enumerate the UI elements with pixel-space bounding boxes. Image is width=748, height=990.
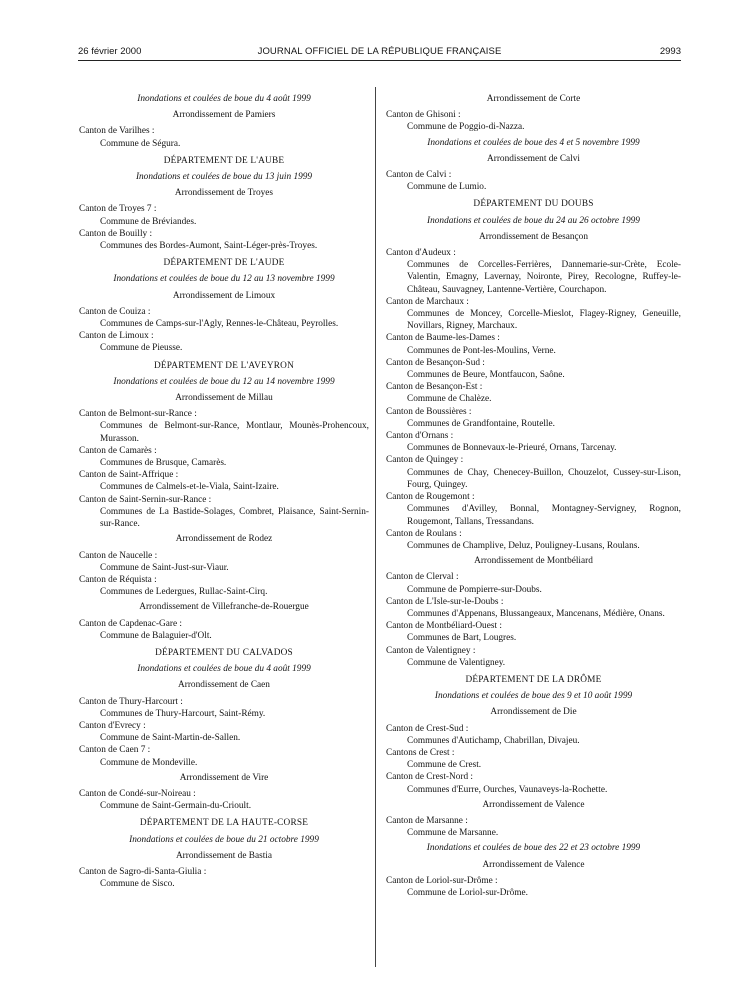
event-title: Inondations et coulées de boue des 4 et 5 novembre 1999 (427, 137, 640, 148)
commune-line: Commune de Balaguier-d'Olt. (100, 630, 212, 641)
canton-line: Canton de Calvi : (386, 170, 452, 181)
commune-line: Commune de Sisco. (100, 879, 175, 890)
commune-line: Commune de Chalèze. (407, 394, 492, 405)
canton-line: Canton de Sagro-di-Santa-Giulia : (79, 866, 207, 877)
canton-line: Canton de L'Isle-sur-le-Doubs : (386, 596, 504, 607)
commune-line: Communes de Thury-Harcourt, Saint-Rémy. (100, 708, 266, 719)
commune-line: Communes de Grandfontaine, Routelle. (407, 418, 555, 429)
commune-line: Commune de Crest. (407, 760, 482, 771)
department-heading: DÉPARTEMENT DU DOUBS (473, 199, 594, 210)
arrondissement-heading: Arrondissement de Villefranche-de-Rouergue (139, 602, 309, 613)
arrondissement-heading: Arrondissement de Caen (178, 680, 270, 691)
event-title: Inondations et coulées de boue du 24 au 26 octobre 1999 (427, 215, 640, 226)
canton-line: Canton de Condé-sur-Noireau : (79, 788, 196, 799)
commune-line: Commune de Mondeville. (100, 757, 198, 768)
commune-line: Commune de Marsanne. (407, 828, 499, 839)
arrondissement-heading: Arrondissement de Montbéliard (474, 556, 593, 567)
canton-line: Canton de Troyes 7 : (79, 204, 157, 215)
commune-line: Commune de Saint-Just-sur-Viaur. (100, 562, 229, 573)
canton-line: Cantons de Crest : (386, 747, 455, 758)
canton-line: Canton de Rougemont : (386, 492, 475, 503)
commune-line: Communes de La Bastide-Solages, Combret, Plaisance, Saint-Sernin-sur-Rance. (100, 506, 369, 530)
arrondissement-heading: Arrondissement de Pamiers (172, 110, 276, 121)
canton-line: Canton de Loriol-sur-Drôme : (386, 875, 498, 886)
arrondissement-heading: Arrondissement de Die (490, 707, 577, 718)
canton-line: Canton de Bouilly : (79, 228, 153, 239)
canton-line: Canton d'Audeux : (386, 248, 456, 259)
commune-line: Communes de Camps-sur-l'Agly, Rennes-le-Château, Peyrolles. (100, 319, 339, 330)
department-heading: DÉPARTEMENT DE LA DRÔME (465, 674, 602, 685)
commune-line: Commune de Lumio. (407, 182, 487, 193)
arrondissement-heading: Arrondissement de Troyes (174, 188, 274, 199)
commune-line: Communes d'Avilley, Bonnal, Montagney-Servigney, Rognon, Rougemont, Tallans, Tressandans. (407, 504, 681, 527)
commune-line: Communes de Beure, Montfaucon, Saône. (407, 370, 565, 381)
commune-line: Communes de Chay, Chenecey-Buillon, Chouzelot, Cussey-sur-Lison, Fourg, Quingey. (407, 467, 681, 490)
canton-line: Canton de Caen 7 : (79, 745, 151, 756)
arrondissement-heading: Arrondissement de Rodez (175, 534, 273, 545)
event-title: Inondations et coulées de boue du 12 au 13 novembre 1999 (113, 274, 335, 285)
department-heading: DÉPARTEMENT DE L'AUBE (163, 155, 285, 166)
canton-line: Canton de Varilhes : (79, 126, 155, 137)
commune-line: Communes de Calmels-et-le-Viala, Saint-Izaire. (100, 482, 279, 493)
canton-line: Canton de Besançon-Est : (386, 382, 483, 393)
department-heading: DÉPARTEMENT DE L'AVEYRON (153, 360, 295, 371)
arrondissement-heading: Arrondissement de Calvi (487, 153, 580, 164)
canton-line: Canton d'Evrecy : (79, 720, 146, 731)
page-number: 2993 (659, 46, 681, 57)
canton-line: Canton de Naucelle : (79, 550, 158, 561)
department-heading: DÉPARTEMENT DE LA HAUTE-CORSE (139, 818, 309, 829)
commune-line: Commune de Bréviandes. (100, 216, 197, 227)
canton-line: Canton de Saint-Sernin-sur-Rance : (79, 494, 212, 505)
canton-line: Canton de Limoux : (79, 331, 154, 342)
arrondissement-heading: Arrondissement de Valence (482, 799, 585, 810)
event-title: Inondations et coulées de boue du 12 au 14 novembre 1999 (113, 376, 335, 387)
canton-line: Canton de Boussières : (386, 406, 472, 417)
commune-line: Communes de Champlive, Deluz, Pouligney-Lusans, Roulans. (407, 540, 640, 551)
canton-line: Canton de Crest-Nord : (386, 772, 474, 783)
commune-line: Commune de Valentigney. (407, 657, 506, 668)
canton-line: Canton de Montbéliard-Ouest : (386, 621, 502, 632)
canton-line: Canton de Marsanne : (386, 815, 468, 826)
column-divider (375, 87, 376, 967)
arrondissement-heading: Arrondissement de Millau (175, 393, 273, 404)
canton-line: Canton de Thury-Harcourt : (79, 696, 183, 707)
event-title: Inondations et coulées de boue des 22 et 23 octobre 1999 (426, 843, 641, 854)
event-title: Inondations et coulées de boue du 21 octobre 1999 (129, 834, 319, 845)
page-header (78, 46, 681, 60)
event-title: Inondations et coulées de boue du 4 août 1999 (137, 664, 311, 675)
commune-line: Communes de Brusque, Camarès. (100, 458, 227, 469)
commune-line: Commune de Poggio-di-Nazza. (407, 122, 525, 133)
canton-line: Canton de Belmont-sur-Rance : (79, 409, 197, 420)
commune-line: Commune de Ségura. (100, 138, 181, 149)
canton-line: Canton de Ghisoni : (386, 110, 461, 121)
canton-line: Canton de Valentigney : (386, 645, 476, 656)
commune-line: Communes de Pont-les-Moulins, Verne. (407, 345, 556, 356)
canton-line: Canton de Roulans : (386, 528, 462, 539)
commune-line: Communes de Ledergues, Rullac-Saint-Cirq. (100, 587, 268, 598)
commune-line: Commune de Pompierre-sur-Doubs. (407, 584, 542, 595)
canton-line: Canton de Baume-les-Dames : (386, 333, 500, 344)
commune-line: Commune de Saint-Martin-de-Sallen. (100, 733, 241, 744)
canton-line: Canton de Couiza : (79, 306, 151, 317)
journal-title: JOURNAL OFFICIEL DE LA RÉPUBLIQUE FRANÇAISE (257, 46, 502, 57)
canton-line: Canton de Saint-Affrique : (79, 470, 179, 481)
arrondissement-heading: Arrondissement de Valence (482, 859, 585, 870)
arrondissement-heading: Arrondissement de Vire (179, 772, 269, 783)
commune-line: Communes d'Eurre, Ourches, Vaunaveys-la-Rochette. (407, 784, 608, 795)
commune-line: Commune de Saint-Germain-du-Crioult. (100, 801, 252, 812)
arrondissement-heading: Arrondissement de Corte (486, 94, 581, 104)
event-title: Inondations et coulées de boue du 4 août 1999 (137, 94, 311, 104)
commune-line: Communes de Bart, Lougres. (407, 633, 517, 644)
event-title: Inondations et coulées de boue du 13 juin 1999 (135, 172, 313, 183)
canton-line: Canton de Crest-Sud : (386, 723, 469, 734)
commune-line: Commune de Pieusse. (100, 343, 183, 354)
commune-line: Commune de Loriol-sur-Drôme. (407, 887, 528, 898)
commune-line: Communes d'Autichamp, Chabrillan, Divajeu. (407, 735, 580, 746)
canton-line: Canton de Réquista : (79, 574, 157, 585)
commune-line: Communes des Bordes-Aumont, Saint-Léger-près-Troyes. (100, 241, 318, 252)
department-heading: DÉPARTEMENT DU CALVADOS (155, 647, 293, 658)
header-date: 26 février 2000 (78, 46, 142, 57)
department-heading: DÉPARTEMENT DE L'AUDE (163, 258, 285, 269)
commune-line: Communes de Belmont-sur-Rance, Montlaur, Mounès-Prohencoux, Murasson. (100, 421, 369, 444)
canton-line: Canton de Capdenac-Gare : (79, 618, 182, 629)
canton-line: Canton de Marchaux : (386, 296, 469, 307)
canton-line: Canton de Camarès : (79, 445, 157, 456)
canton-line: Canton de Quingey : (386, 455, 464, 466)
left-column (79, 90, 369, 890)
commune-line: Communes de Moncey, Corcelle-Mieslot, Flagey-Rigney, Geneuille, Novillars, Rigney, Marchaux. (407, 309, 681, 332)
canton-line: Canton de Besançon-Sud : (386, 357, 485, 368)
arrondissement-heading: Arrondissement de Besançon (479, 231, 588, 242)
commune-line: Communes de Bonnevaux-le-Prieuré, Ornans, Tarcenay. (407, 443, 617, 454)
canton-line: Canton d'Ornans : (386, 431, 454, 442)
commune-line: Communes de Corcelles-Ferrières, Dannemarie-sur-Crète, Ecole-Valentin, Emagny, Lavernay, Noironte, Pirey, Recologne, Ruffey-le-Château, Sauvagney, Lantenne-Vertière, Courchapon. (407, 260, 681, 295)
right-column (386, 90, 681, 899)
event-title: Inondations et coulées de boue des 9 et 10 août 1999 (434, 691, 633, 702)
header-rule (78, 60, 681, 61)
commune-line: Communes d'Appenans, Blussangeaux, Mancenans, Médière, Onans. (407, 608, 665, 619)
canton-line: Canton de Clerval : (386, 572, 459, 583)
arrondissement-heading: Arrondissement de Limoux (172, 290, 276, 301)
arrondissement-heading: Arrondissement de Bastia (175, 850, 273, 861)
